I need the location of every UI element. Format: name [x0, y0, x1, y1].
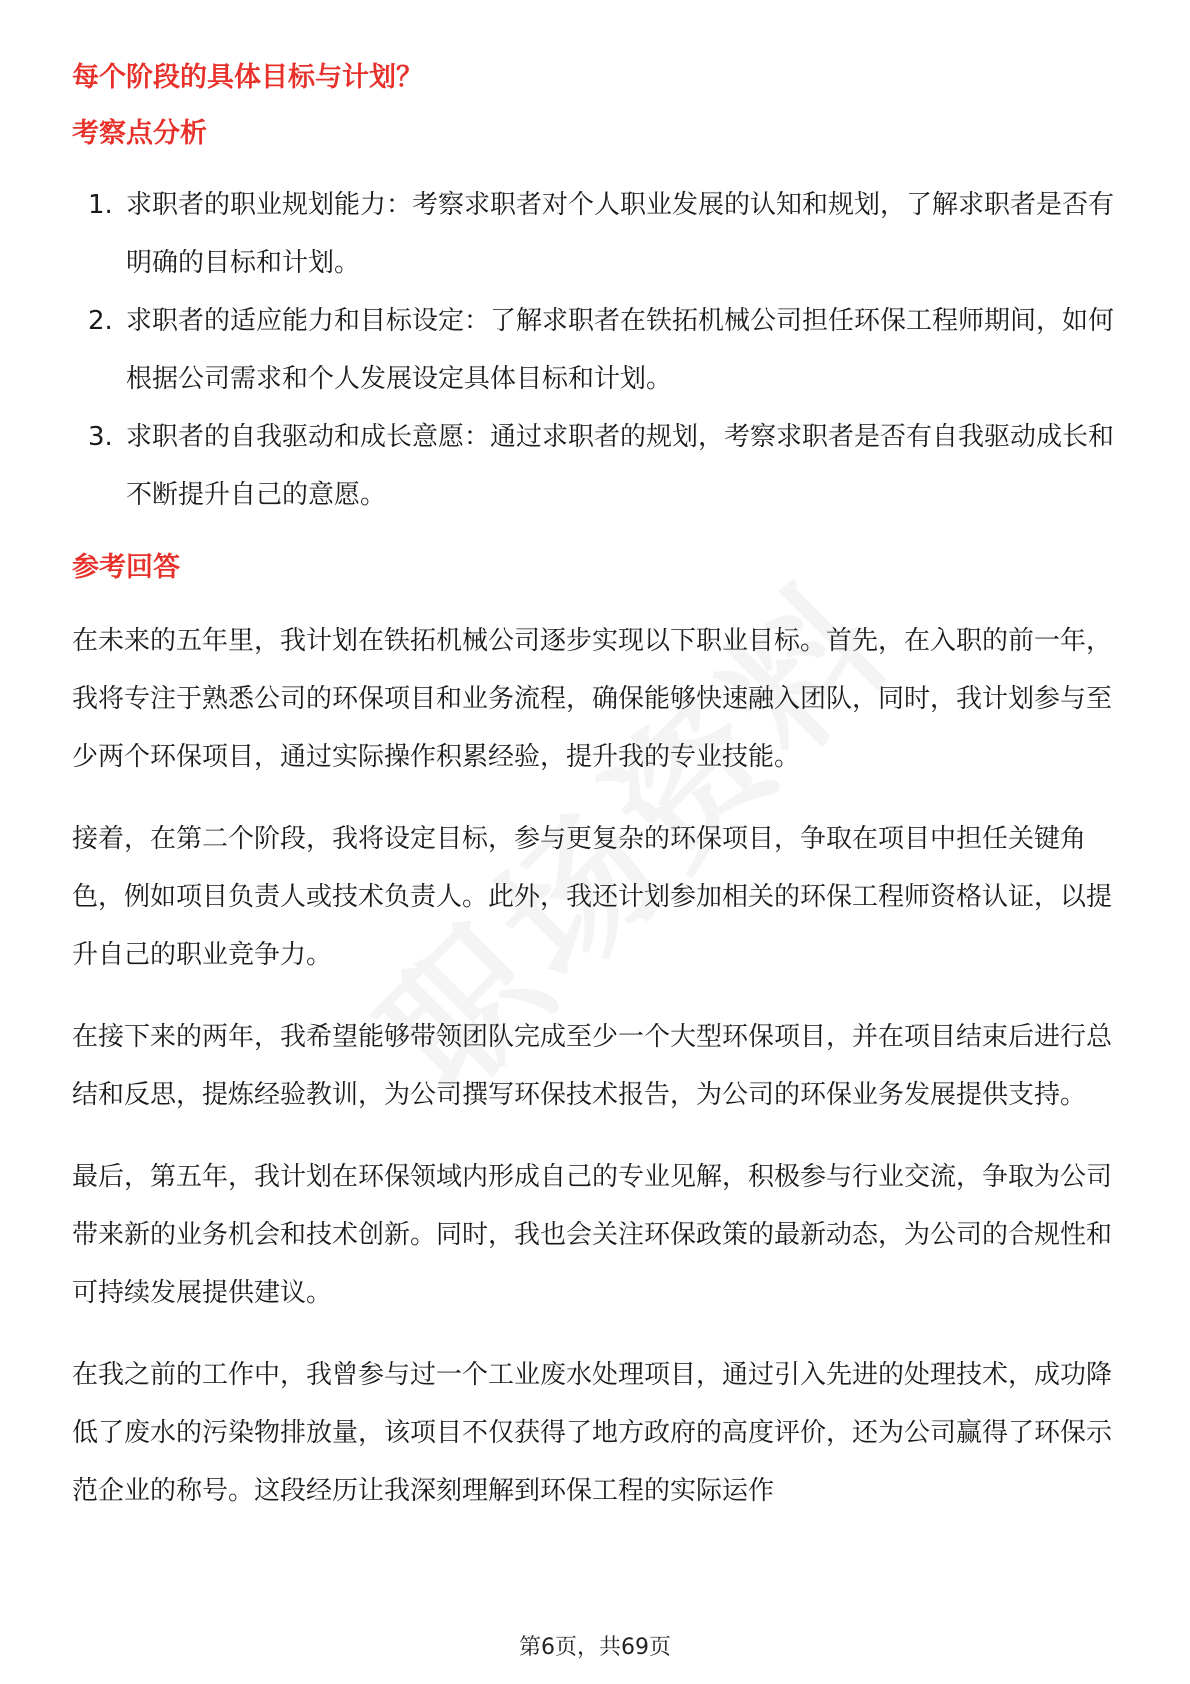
answer-heading: 参考回答: [72, 552, 180, 583]
list-item: [72, 408, 1122, 524]
list-item-text: 求职者的适应能力和目标设定：了解求职者在铁拓机械公司担任环保工程师期间，如何根据公司需求和个人发展设定具体目标和计划。: [126, 306, 1115, 394]
answer-paragraph: 在我之前的工作中，我曾参与过一个工业废水处理项目，通过引入先进的处理技术，成功降低了废水的污染物排放量，该项目不仅获得了地方政府的高度评价，还为公司赢得了环保示范企业的称号。这段经历让我深刻理解到环保工程的实际运作: [72, 1360, 1113, 1506]
analysis-list: [72, 176, 1122, 524]
list-item-text: 求职者的职业规划能力：考察求职者对个人职业发展的认知和规划，了解求职者是否有明确的目标和计划。: [126, 190, 1115, 278]
answer-paragraph: 接着，在第二个阶段，我将设定目标，参与更复杂的环保项目，争取在项目中担任关键角色，例如项目负责人或技术负责人。此外，我还计划参加相关的环保工程师资格认证，以提升自己的职业竞争力。: [72, 824, 1113, 970]
answer-paragraph: 在未来的五年里，我计划在铁拓机械公司逐步实现以下职业目标。首先，在入职的前一年，我将专注于熟悉公司的环保项目和业务流程，确保能够快速融入团队，同时，我计划参与至少两个环保项目，通过实际操作积累经验，提升我的专业技能。: [72, 626, 1113, 772]
page-number: 第6页，共69页: [519, 1635, 671, 1660]
answer-paragraph: 最后，第五年，我计划在环保领域内形成自己的专业见解，积极参与行业交流，争取为公司带来新的业务机会和技术创新。同时，我也会关注环保政策的最新动态，为公司的合规性和可持续发展提供建议。: [72, 1162, 1113, 1308]
list-item-number: 1.: [88, 190, 113, 220]
list-item-number: 2.: [88, 306, 113, 336]
answer-body: [72, 612, 1122, 1520]
question-title: 每个阶段的具体目标与计划？: [72, 62, 423, 93]
document-page: [72, 56, 1122, 1520]
list-item: [72, 292, 1122, 408]
analysis-heading: 考察点分析: [72, 118, 207, 149]
list-item-number: 3.: [88, 422, 113, 452]
answer-paragraph: 在接下来的两年，我希望能够带领团队完成至少一个大型环保项目，并在项目结束后进行总结和反思，提炼经验教训，为公司撰写环保技术报告，为公司的环保业务发展提供支持。: [72, 1022, 1113, 1110]
list-item: [72, 176, 1122, 292]
list-item-text: 求职者的自我驱动和成长意愿：通过求职者的规划，考察求职者是否有自我驱动成长和不断提升自己的意愿。: [126, 422, 1115, 510]
